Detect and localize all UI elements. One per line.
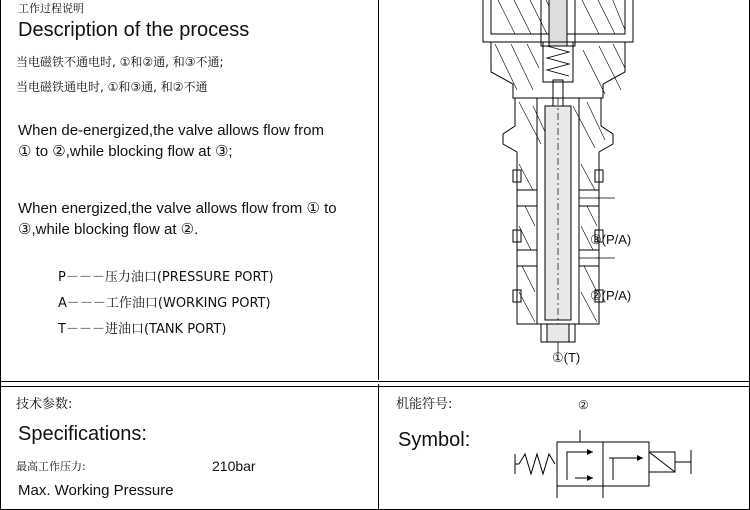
divider-vertical-upper: [378, 0, 379, 380]
specifications-title-cn: 技术参数:: [16, 397, 73, 412]
symbol-title-en: Symbol:: [398, 429, 471, 451]
description-cn-block: [16, 54, 224, 96]
hydraulic-symbol-schematic: [505, 418, 705, 510]
description-title-cn: 工作过程说明: [18, 2, 84, 15]
description-en-paragraph-2: When energized,the valve allows flow from ① to ③,while blocking flow at ②.: [18, 200, 337, 238]
divider-horizontal-2: [0, 386, 750, 387]
description-cn-line-1: 当电磁铁不通电时, ①和②通, 和③不通;: [16, 55, 224, 69]
symbol-port-label-2: ②: [578, 398, 589, 412]
symbol-title-cn: 机能符号:: [396, 397, 453, 412]
callout-port-3: ③(P/A): [590, 232, 632, 247]
callout-port-1: ①(T): [552, 350, 581, 365]
description-en-paragraph-1: When de-energized,the valve allows flow from ① to ②,while blocking flow at ③;: [18, 122, 324, 160]
port-legend-item: A－－－工作油口(WORKING PORT): [58, 296, 271, 311]
spec-row-label-cn: 最高工作压力:: [16, 460, 86, 473]
port-legend-item: P－－－压力油口(PRESSURE PORT): [58, 270, 274, 285]
specifications-title-en: Specifications:: [18, 423, 147, 445]
callout-port-2: ②(P/A): [590, 288, 632, 303]
valve-cross-section-drawing: [455, 0, 705, 374]
spec-row-value: 210bar: [212, 458, 256, 474]
frame-left-border: [0, 0, 1, 510]
description-title-en: Description of the process: [18, 19, 250, 41]
divider-horizontal-1: [0, 381, 750, 382]
spec-row-label-en: Max. Working Pressure: [18, 482, 174, 499]
port-legend-list: [58, 265, 274, 343]
port-legend-item: T－－－进油口(TANK PORT): [58, 322, 227, 337]
description-cn-line-2: 当电磁铁通电时, ①和③通, 和②不通: [16, 80, 208, 94]
divider-vertical-lower: [378, 384, 379, 510]
